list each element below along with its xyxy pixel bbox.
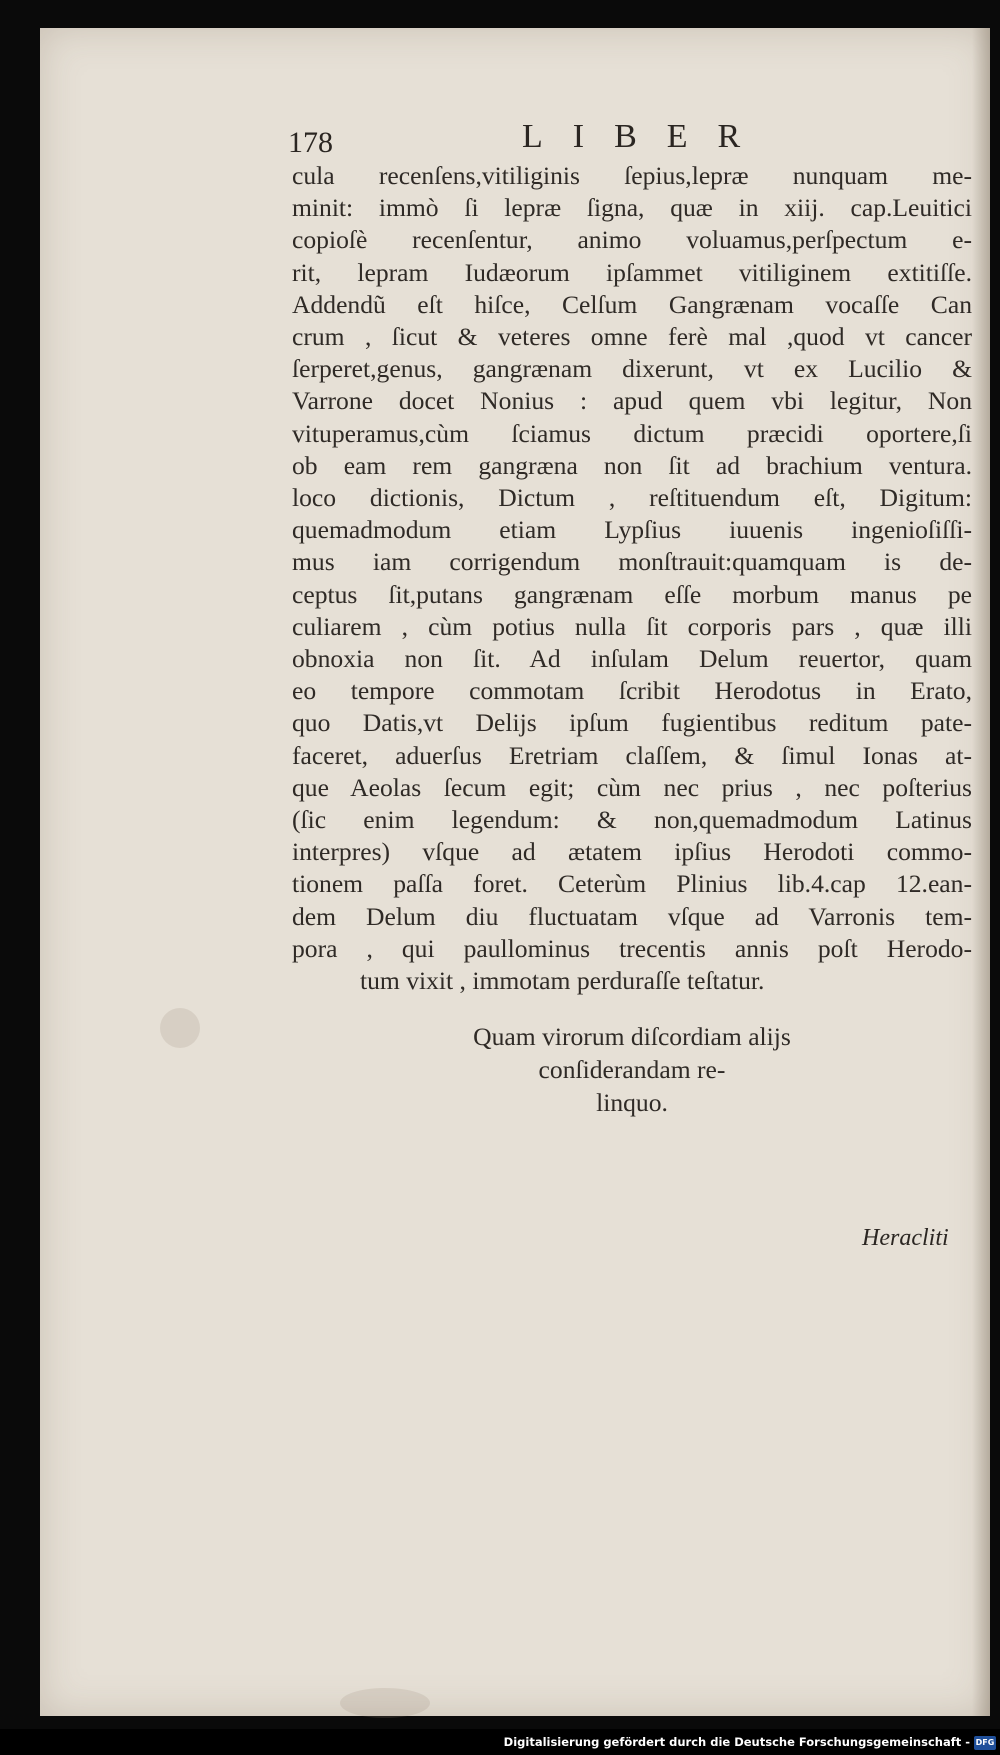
text-line: ob eam rem gangræna non ſit ad brachium ventura. xyxy=(292,450,972,480)
text-line: obnoxia non ſit. Ad inſulam Delum reuertor, quam xyxy=(292,644,972,674)
text-line: faceret, aduerſus Eretriam claſſem, & ſimul Ionas at- xyxy=(292,740,972,770)
closing-paragraph xyxy=(292,1020,972,1119)
text-line: ceptus ſit,putans gangrænam eſſe morbum manus pe xyxy=(292,579,972,609)
text-line: cula recenſens,vitiliginis ſepius,lepræ nunquam me- xyxy=(292,161,972,190)
text-line: crum , ſicut & veteres omne ferè mal ,quod vt cancer xyxy=(292,322,972,352)
text-line: (ſic enim legendum: & non,quemadmodum Latinus xyxy=(292,805,972,835)
page-stain xyxy=(160,1008,200,1048)
body-text xyxy=(292,160,972,997)
text-line: eo tempore commotam ſcribit Herodotus in Erato, xyxy=(292,676,972,706)
page-number: 178 xyxy=(288,126,333,159)
text-line: pora , qui paullominus trecentis annis poſt Herodo- xyxy=(292,933,972,963)
closing-line: Quam virorum diſcordiam alijs xyxy=(473,1022,791,1051)
text-line: loco dictionis, Dictum , reſtituendum eſt, Digitum: xyxy=(292,483,972,513)
text-line: tionem paſſa foret. Ceterùm Plinius lib.4.cap 12.ean- xyxy=(292,869,972,899)
text-line: interpres) vſque ad ætatem ipſius Herodoti commo- xyxy=(292,837,972,867)
catchword: Heracliti xyxy=(862,1225,949,1251)
footer-credit: Digitalisierung gefördert durch die Deutsche Forschungsgemeinschaft - xyxy=(503,1735,970,1749)
page-stain xyxy=(340,1688,430,1718)
page-edge-shadow xyxy=(972,28,990,1716)
closing-line: conſiderandam re- xyxy=(538,1055,726,1084)
text-line: tum vixit , immotam perduraſſe teſtatur. xyxy=(360,966,765,996)
text-line: Addendũ eſt hiſce, Celſum Gangrænam vocaſſe Can xyxy=(292,289,972,319)
text-line: quo Datis,vt Delijs ipſum fugientibus reditum pate- xyxy=(292,708,972,738)
text-line: dem Delum diu fluctuatam vſque ad Varronis tem- xyxy=(292,901,972,931)
text-line: quemadmodum etiam Lypſius iuuenis ingenioſiſſi- xyxy=(292,515,972,545)
text-line: mus iam corrigendum monſtrauit:quamquam is de- xyxy=(292,547,972,577)
text-line: Varrone docet Nonius : apud quem vbi legitur, Non xyxy=(292,386,972,416)
text-line: ſerperet,genus, gangrænam dixerunt, vt ex Lucilio & xyxy=(292,354,972,384)
text-line: que Aeolas ſecum egit; cùm nec prius , nec poſterius xyxy=(292,772,972,802)
text-line: rit, lepram Iudæorum ipſammet vitiliginem extitiſſe. xyxy=(292,257,972,287)
running-head: LIBER xyxy=(522,118,771,155)
text-line: copioſè recenſentur, animo voluamus,perſpectum e- xyxy=(292,225,972,255)
text-line: vituperamus,cùm ſciamus dictum præcidi oportere,ſi xyxy=(292,418,972,448)
dfg-logo: DFG xyxy=(974,1736,996,1750)
closing-line: linquo. xyxy=(596,1088,668,1117)
footer-bar xyxy=(0,1729,1000,1755)
text-line: culiarem , cùm potius nulla ſit corporis pars , quæ illi xyxy=(292,611,972,641)
text-line: minit: immò ſi lepræ ſigna, quæ in xiij. cap.Leuitici xyxy=(292,193,972,223)
